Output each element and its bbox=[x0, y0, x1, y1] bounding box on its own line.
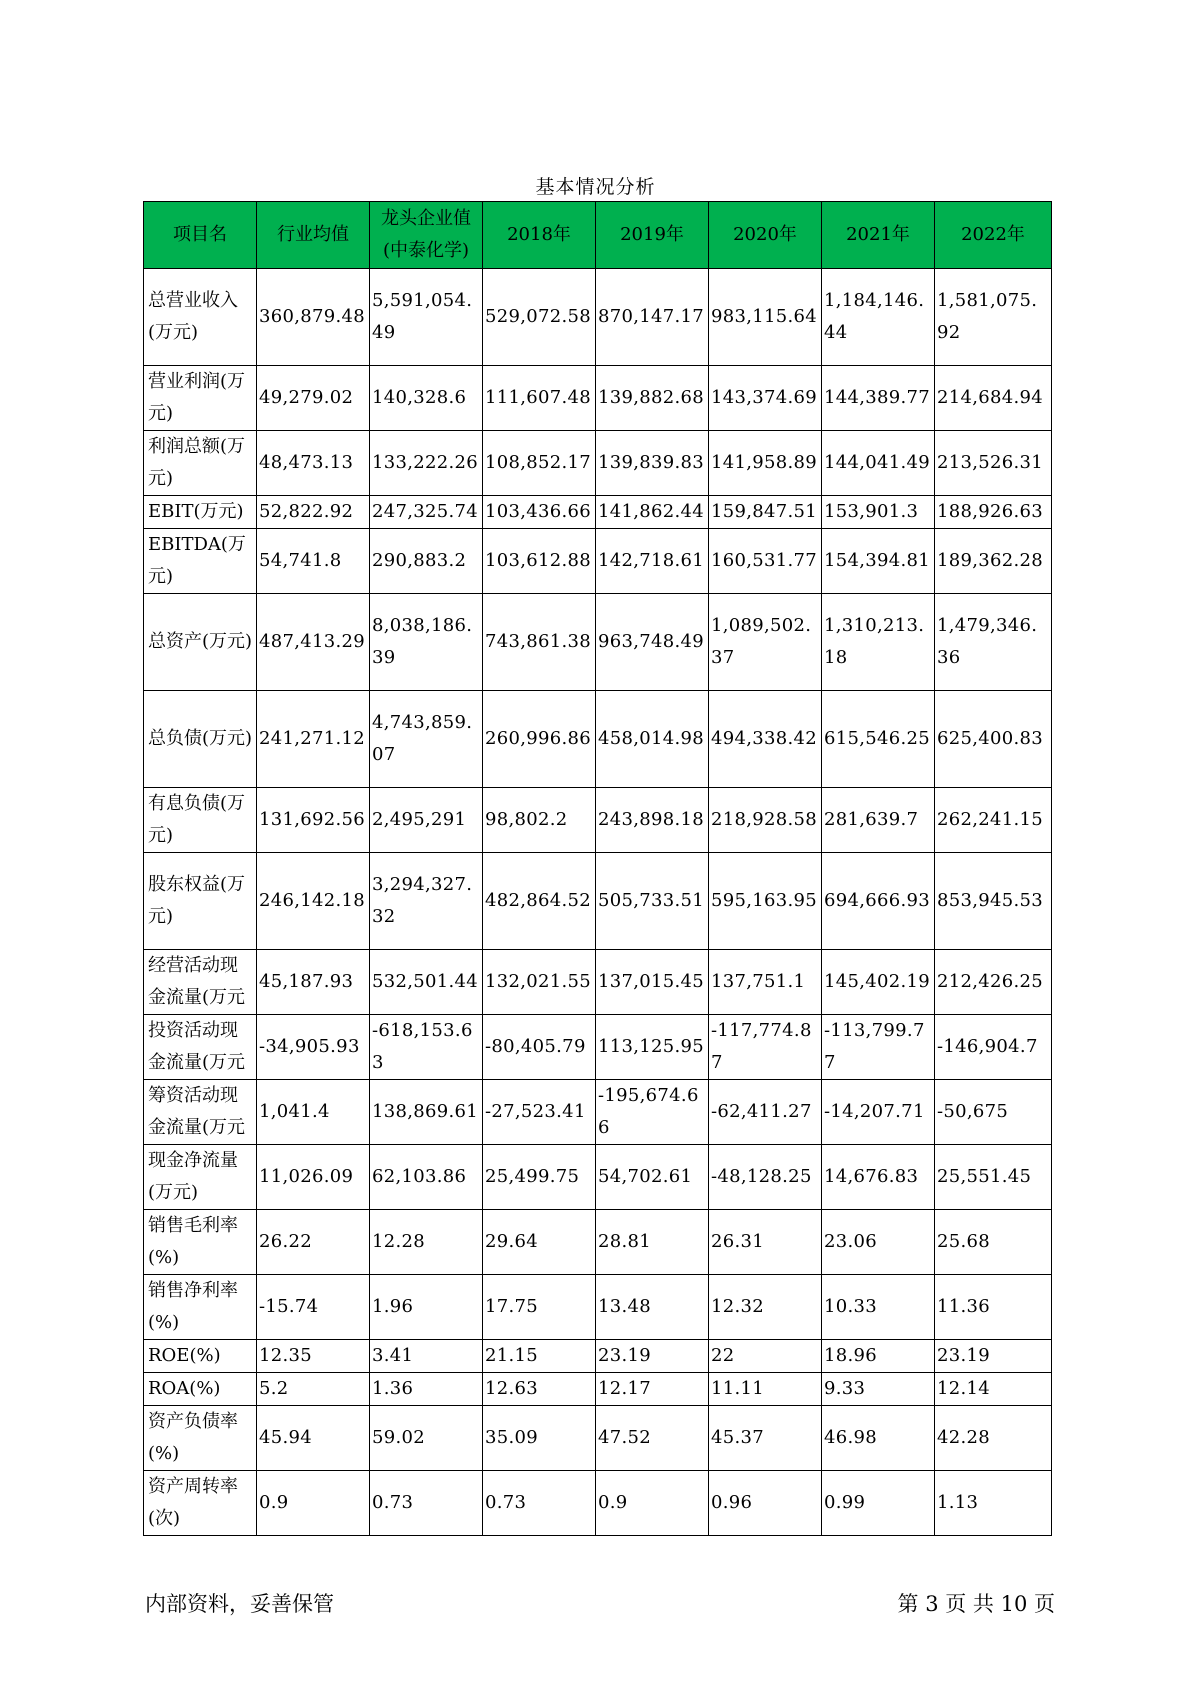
row-label: EBIT(万元) bbox=[144, 496, 257, 529]
value-cell: 5,591,054.49 bbox=[370, 269, 483, 366]
table-row bbox=[144, 1210, 1052, 1275]
value-cell: 14,676.83 bbox=[822, 1145, 935, 1210]
row-label: 现金净流量(万元) bbox=[144, 1145, 257, 1210]
value-cell: 1,089,502.37 bbox=[709, 594, 822, 691]
value-cell: 983,115.64 bbox=[709, 269, 822, 366]
value-cell: 214,684.94 bbox=[935, 366, 1052, 431]
value-cell: 18.96 bbox=[822, 1340, 935, 1373]
value-cell: 108,852.17 bbox=[483, 431, 596, 496]
header-cell: 2018年 bbox=[483, 202, 596, 269]
value-cell: 1,581,075.92 bbox=[935, 269, 1052, 366]
value-cell: 243,898.18 bbox=[596, 788, 709, 853]
value-cell: 54,702.61 bbox=[596, 1145, 709, 1210]
value-cell: 12.17 bbox=[596, 1373, 709, 1406]
row-label: 有息负债(万元) bbox=[144, 788, 257, 853]
value-cell: 144,389.77 bbox=[822, 366, 935, 431]
value-cell: 529,072.58 bbox=[483, 269, 596, 366]
value-cell: 46.98 bbox=[822, 1406, 935, 1471]
value-cell: 11.11 bbox=[709, 1373, 822, 1406]
value-cell: 12.14 bbox=[935, 1373, 1052, 1406]
value-cell: 143,374.69 bbox=[709, 366, 822, 431]
header-cell: 行业均值 bbox=[257, 202, 370, 269]
value-cell: 49,279.02 bbox=[257, 366, 370, 431]
value-cell: 247,325.74 bbox=[370, 496, 483, 529]
value-cell: 98,802.2 bbox=[483, 788, 596, 853]
table-row bbox=[144, 269, 1052, 366]
value-cell: 0.9 bbox=[596, 1471, 709, 1536]
value-cell: -50,675 bbox=[935, 1080, 1052, 1145]
page-number: 第 3 页 共 10 页 bbox=[897, 1592, 1055, 1616]
value-cell: 137,751.1 bbox=[709, 950, 822, 1015]
row-label: 利润总额(万元) bbox=[144, 431, 257, 496]
value-cell: -146,904.7 bbox=[935, 1015, 1052, 1080]
value-cell: -618,153.63 bbox=[370, 1015, 483, 1080]
header-cell: 2022年 bbox=[935, 202, 1052, 269]
row-label: 投资活动现金流量(万元 bbox=[144, 1015, 257, 1080]
value-cell: 23.06 bbox=[822, 1210, 935, 1275]
value-cell: 246,142.18 bbox=[257, 853, 370, 950]
row-label: 营业利润(万元) bbox=[144, 366, 257, 431]
value-cell: 131,692.56 bbox=[257, 788, 370, 853]
value-cell: 188,926.63 bbox=[935, 496, 1052, 529]
value-cell: 35.09 bbox=[483, 1406, 596, 1471]
value-cell: 45,187.93 bbox=[257, 950, 370, 1015]
value-cell: -27,523.41 bbox=[483, 1080, 596, 1145]
value-cell: 62,103.86 bbox=[370, 1145, 483, 1210]
value-cell: 260,996.86 bbox=[483, 691, 596, 788]
table-row bbox=[144, 1145, 1052, 1210]
value-cell: 1,041.4 bbox=[257, 1080, 370, 1145]
value-cell: 13.48 bbox=[596, 1275, 709, 1340]
value-cell: 9.33 bbox=[822, 1373, 935, 1406]
value-cell: 23.19 bbox=[935, 1340, 1052, 1373]
value-cell: 54,741.8 bbox=[257, 529, 370, 594]
header-cell: 龙头企业值(中泰化学) bbox=[370, 202, 483, 269]
header-cell: 2020年 bbox=[709, 202, 822, 269]
row-label: 股东权益(万元) bbox=[144, 853, 257, 950]
value-cell: 12.32 bbox=[709, 1275, 822, 1340]
value-cell: 4,743,859.07 bbox=[370, 691, 483, 788]
table-row bbox=[144, 853, 1052, 950]
row-label: 经营活动现金流量(万元 bbox=[144, 950, 257, 1015]
table-row bbox=[144, 1406, 1052, 1471]
value-cell: 3.41 bbox=[370, 1340, 483, 1373]
value-cell: 22 bbox=[709, 1340, 822, 1373]
value-cell: 0.73 bbox=[483, 1471, 596, 1536]
value-cell: 1,479,346.36 bbox=[935, 594, 1052, 691]
row-label: ROE(%) bbox=[144, 1340, 257, 1373]
value-cell: 139,882.68 bbox=[596, 366, 709, 431]
row-label: 销售毛利率(%) bbox=[144, 1210, 257, 1275]
row-label: ROA(%) bbox=[144, 1373, 257, 1406]
value-cell: 25.68 bbox=[935, 1210, 1052, 1275]
table-row bbox=[144, 496, 1052, 529]
value-cell: 159,847.51 bbox=[709, 496, 822, 529]
value-cell: 290,883.2 bbox=[370, 529, 483, 594]
value-cell: 45.37 bbox=[709, 1406, 822, 1471]
value-cell: 47.52 bbox=[596, 1406, 709, 1471]
value-cell: 0.73 bbox=[370, 1471, 483, 1536]
table-caption: 基本情况分析 bbox=[535, 176, 656, 198]
header-cell: 2021年 bbox=[822, 202, 935, 269]
value-cell: 0.9 bbox=[257, 1471, 370, 1536]
value-cell: 113,125.95 bbox=[596, 1015, 709, 1080]
value-cell: 25,551.45 bbox=[935, 1145, 1052, 1210]
value-cell: 11.36 bbox=[935, 1275, 1052, 1340]
value-cell: 141,862.44 bbox=[596, 496, 709, 529]
value-cell: 144,041.49 bbox=[822, 431, 935, 496]
value-cell: -62,411.27 bbox=[709, 1080, 822, 1145]
value-cell: 12.63 bbox=[483, 1373, 596, 1406]
value-cell: 145,402.19 bbox=[822, 950, 935, 1015]
row-label: EBITDA(万元) bbox=[144, 529, 257, 594]
row-label: 总资产(万元) bbox=[144, 594, 257, 691]
value-cell: 458,014.98 bbox=[596, 691, 709, 788]
table-row bbox=[144, 594, 1052, 691]
value-cell: 21.15 bbox=[483, 1340, 596, 1373]
value-cell: 139,839.83 bbox=[596, 431, 709, 496]
value-cell: 154,394.81 bbox=[822, 529, 935, 594]
value-cell: 52,822.92 bbox=[257, 496, 370, 529]
value-cell: 142,718.61 bbox=[596, 529, 709, 594]
table-row bbox=[144, 1080, 1052, 1145]
value-cell: 262,241.15 bbox=[935, 788, 1052, 853]
value-cell: 1,310,213.18 bbox=[822, 594, 935, 691]
value-cell: 218,928.58 bbox=[709, 788, 822, 853]
value-cell: 26.22 bbox=[257, 1210, 370, 1275]
value-cell: 160,531.77 bbox=[709, 529, 822, 594]
value-cell: 132,021.55 bbox=[483, 950, 596, 1015]
value-cell: 25,499.75 bbox=[483, 1145, 596, 1210]
value-cell: 2,495,291 bbox=[370, 788, 483, 853]
confidential-note: 内部资料，妥善保管 bbox=[145, 1592, 334, 1616]
table-row bbox=[144, 431, 1052, 496]
table-row bbox=[144, 529, 1052, 594]
value-cell: 241,271.12 bbox=[257, 691, 370, 788]
value-cell: 12.28 bbox=[370, 1210, 483, 1275]
value-cell: 963,748.49 bbox=[596, 594, 709, 691]
value-cell: -195,674.66 bbox=[596, 1080, 709, 1145]
value-cell: 694,666.93 bbox=[822, 853, 935, 950]
table-row bbox=[144, 1471, 1052, 1536]
table-body bbox=[144, 269, 1052, 1536]
value-cell: -14,207.71 bbox=[822, 1080, 935, 1145]
basic-analysis-table bbox=[143, 201, 1052, 1536]
value-cell: 482,864.52 bbox=[483, 853, 596, 950]
value-cell: 28.81 bbox=[596, 1210, 709, 1275]
value-cell: 532,501.44 bbox=[370, 950, 483, 1015]
value-cell: 0.99 bbox=[822, 1471, 935, 1536]
header-row bbox=[144, 202, 1052, 269]
value-cell: 505,733.51 bbox=[596, 853, 709, 950]
value-cell: 212,426.25 bbox=[935, 950, 1052, 1015]
value-cell: 29.64 bbox=[483, 1210, 596, 1275]
value-cell: 8,038,186.39 bbox=[370, 594, 483, 691]
value-cell: 853,945.53 bbox=[935, 853, 1052, 950]
row-label: 筹资活动现金流量(万元 bbox=[144, 1080, 257, 1145]
value-cell: 42.28 bbox=[935, 1406, 1052, 1471]
value-cell: 59.02 bbox=[370, 1406, 483, 1471]
value-cell: 1,184,146.44 bbox=[822, 269, 935, 366]
value-cell: 281,639.7 bbox=[822, 788, 935, 853]
value-cell: 137,015.45 bbox=[596, 950, 709, 1015]
value-cell: 870,147.17 bbox=[596, 269, 709, 366]
value-cell: 487,413.29 bbox=[257, 594, 370, 691]
table-row bbox=[144, 788, 1052, 853]
value-cell: 1.36 bbox=[370, 1373, 483, 1406]
table-row bbox=[144, 691, 1052, 788]
value-cell: 10.33 bbox=[822, 1275, 935, 1340]
value-cell: 138,869.61 bbox=[370, 1080, 483, 1145]
value-cell: 133,222.26 bbox=[370, 431, 483, 496]
value-cell: 103,612.88 bbox=[483, 529, 596, 594]
row-label: 总营业收入(万元) bbox=[144, 269, 257, 366]
value-cell: -113,799.77 bbox=[822, 1015, 935, 1080]
value-cell: 625,400.83 bbox=[935, 691, 1052, 788]
value-cell: 0.96 bbox=[709, 1471, 822, 1536]
table-row bbox=[144, 366, 1052, 431]
row-label: 总负债(万元) bbox=[144, 691, 257, 788]
table-row bbox=[144, 1275, 1052, 1340]
value-cell: -15.74 bbox=[257, 1275, 370, 1340]
header-cell: 2019年 bbox=[596, 202, 709, 269]
value-cell: 1.13 bbox=[935, 1471, 1052, 1536]
value-cell: 11,026.09 bbox=[257, 1145, 370, 1210]
value-cell: 48,473.13 bbox=[257, 431, 370, 496]
value-cell: 141,958.89 bbox=[709, 431, 822, 496]
value-cell: -117,774.87 bbox=[709, 1015, 822, 1080]
row-label: 资产周转率(次) bbox=[144, 1471, 257, 1536]
value-cell: 26.31 bbox=[709, 1210, 822, 1275]
table-row bbox=[144, 1340, 1052, 1373]
value-cell: 743,861.38 bbox=[483, 594, 596, 691]
table-row bbox=[144, 1015, 1052, 1080]
value-cell: 45.94 bbox=[257, 1406, 370, 1471]
value-cell: 23.19 bbox=[596, 1340, 709, 1373]
value-cell: 1.96 bbox=[370, 1275, 483, 1340]
value-cell: 615,546.25 bbox=[822, 691, 935, 788]
value-cell: 3,294,327.32 bbox=[370, 853, 483, 950]
table-row bbox=[144, 950, 1052, 1015]
header-cell: 项目名 bbox=[144, 202, 257, 269]
row-label: 销售净利率(%) bbox=[144, 1275, 257, 1340]
row-label: 资产负债率(%) bbox=[144, 1406, 257, 1471]
value-cell: 494,338.42 bbox=[709, 691, 822, 788]
table-row bbox=[144, 1373, 1052, 1406]
value-cell: 103,436.66 bbox=[483, 496, 596, 529]
value-cell: 153,901.3 bbox=[822, 496, 935, 529]
value-cell: 595,163.95 bbox=[709, 853, 822, 950]
value-cell: 189,362.28 bbox=[935, 529, 1052, 594]
value-cell: -48,128.25 bbox=[709, 1145, 822, 1210]
value-cell: 213,526.31 bbox=[935, 431, 1052, 496]
value-cell: 17.75 bbox=[483, 1275, 596, 1340]
value-cell: 5.2 bbox=[257, 1373, 370, 1406]
value-cell: 111,607.48 bbox=[483, 366, 596, 431]
value-cell: 12.35 bbox=[257, 1340, 370, 1373]
value-cell: -34,905.93 bbox=[257, 1015, 370, 1080]
value-cell: 360,879.48 bbox=[257, 269, 370, 366]
value-cell: -80,405.79 bbox=[483, 1015, 596, 1080]
value-cell: 140,328.6 bbox=[370, 366, 483, 431]
